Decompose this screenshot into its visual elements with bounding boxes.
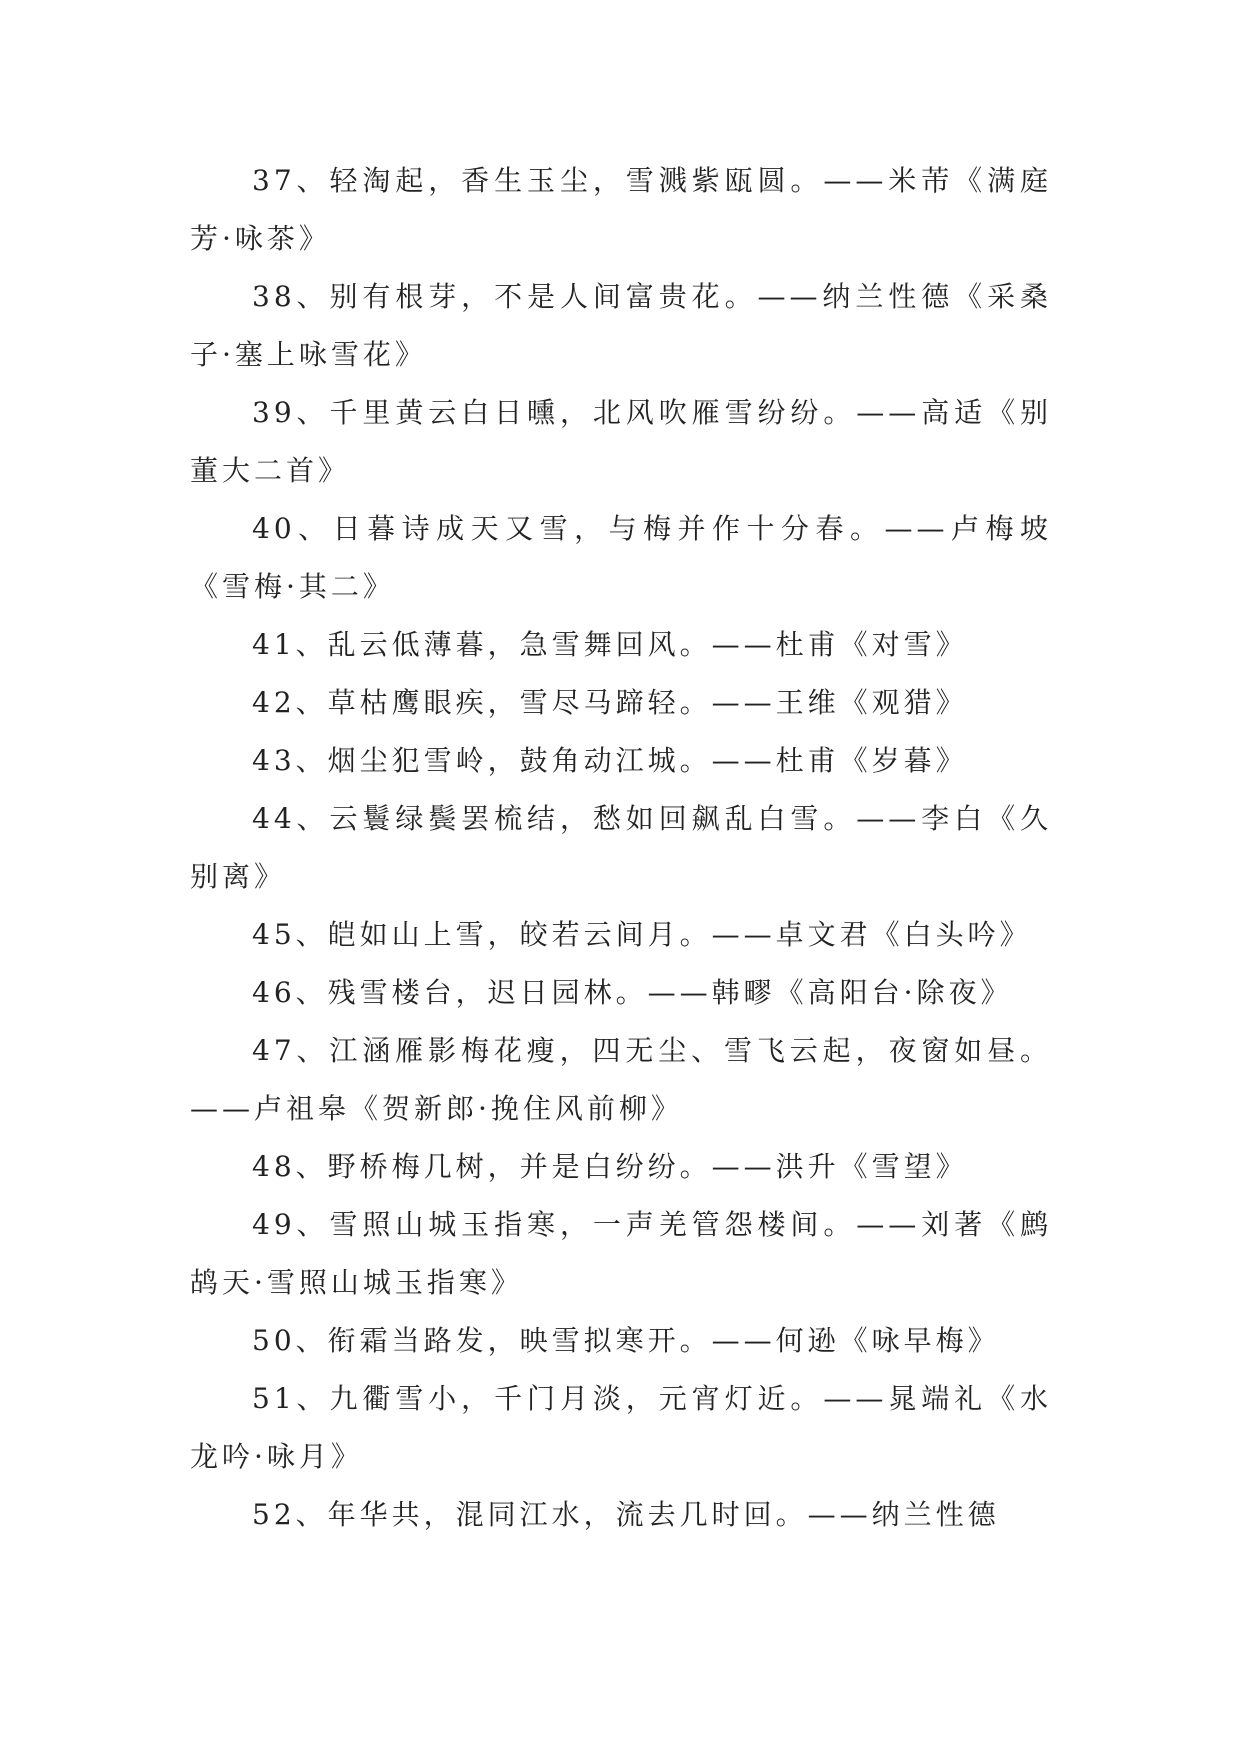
quote-paragraph-39: 39、千里黄云白日曛，北风吹雁雪纷纷。——高适《别董大二首》 bbox=[190, 396, 1052, 487]
quote-paragraph-37: 37、轻淘起，香生玉尘，雪溅紫瓯圆。——米芾《满庭芳·咏茶》 bbox=[190, 164, 1052, 255]
quote-paragraph-50: 50、衔霜当路发，映雪拟寒开。——何逊《咏早梅》 bbox=[252, 1324, 1000, 1357]
quote-paragraph-48: 48、野桥梅几树，并是白纷纷。——洪升《雪望》 bbox=[252, 1150, 968, 1183]
quote-paragraph-40: 40、日暮诗成天又雪，与梅并作十分春。——卢梅坡《雪梅·其二》 bbox=[190, 512, 1052, 603]
quote-paragraph-38: 38、别有根芽，不是人间富贵花。——纳兰性德《采桑子·塞上咏雪花》 bbox=[190, 280, 1052, 371]
quote-paragraph-51: 51、九衢雪小，千门月淡，元宵灯近。——晁端礼《水龙吟·咏月》 bbox=[190, 1382, 1052, 1473]
quote-paragraph-46: 46、残雪楼台，迟日园林。——韩疁《高阳台·除夜》 bbox=[252, 976, 1013, 1009]
poem-quote-list bbox=[190, 152, 1052, 1544]
quote-paragraph-41: 41、乱云低薄暮，急雪舞回风。——杜甫《对雪》 bbox=[252, 628, 968, 661]
quote-paragraph-47: 47、江涵雁影梅花瘦，四无尘、雪飞云起，夜窗如昼。——卢祖皋《贺新郎·挽住风前柳》 bbox=[190, 1034, 1052, 1125]
quote-paragraph-45: 45、皑如山上雪，皎若云间月。——卓文君《白头吟》 bbox=[252, 918, 1032, 951]
quote-paragraph-42: 42、草枯鹰眼疾，雪尽马蹄轻。——王维《观猎》 bbox=[252, 686, 968, 719]
quote-paragraph-52: 52、年华共，混同江水，流去几时回。——纳兰性德 bbox=[252, 1498, 1000, 1531]
quote-paragraph-43: 43、烟尘犯雪岭，鼓角动江城。——杜甫《岁暮》 bbox=[252, 744, 968, 777]
quote-paragraph-44: 44、云鬟绿鬓罢梳结，愁如回飙乱白雪。——李白《久别离》 bbox=[190, 802, 1052, 893]
quote-paragraph-49: 49、雪照山城玉指寒，一声羌管怨楼间。——刘著《鹧鸪天·雪照山城玉指寒》 bbox=[190, 1208, 1052, 1299]
